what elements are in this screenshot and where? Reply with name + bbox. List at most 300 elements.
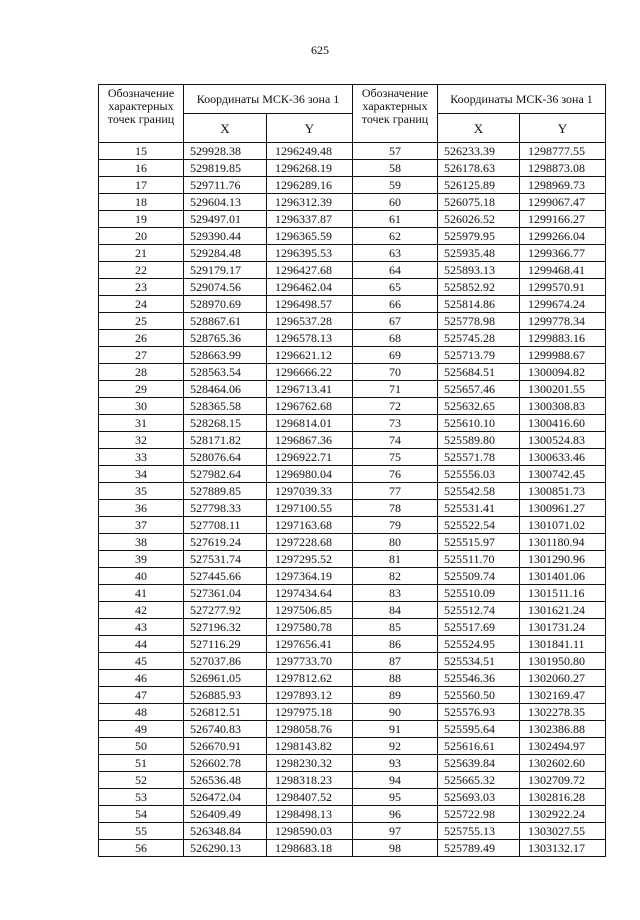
table-row bbox=[99, 517, 606, 534]
left-y-value: 1297506.85 bbox=[267, 602, 353, 619]
left-y-value: 1298143.82 bbox=[267, 738, 353, 755]
left-y-value: 1296337.87 bbox=[267, 211, 353, 228]
header-x-left: X bbox=[184, 114, 267, 143]
right-point-id: 92 bbox=[353, 738, 438, 755]
right-y-value: 1299883.16 bbox=[520, 330, 606, 347]
right-x-value: 525935.48 bbox=[438, 245, 520, 262]
right-y-value: 1302816.28 bbox=[520, 789, 606, 806]
table-row bbox=[99, 279, 606, 296]
left-point-id: 18 bbox=[99, 194, 184, 211]
left-y-value: 1297100.55 bbox=[267, 500, 353, 517]
table-row bbox=[99, 534, 606, 551]
left-x-value: 527619.24 bbox=[184, 534, 267, 551]
right-x-value: 526125.89 bbox=[438, 177, 520, 194]
left-y-value: 1296980.04 bbox=[267, 466, 353, 483]
right-point-id: 79 bbox=[353, 517, 438, 534]
right-x-value: 525560.50 bbox=[438, 687, 520, 704]
right-x-value: 525522.54 bbox=[438, 517, 520, 534]
table-row bbox=[99, 772, 606, 789]
right-x-value: 525657.46 bbox=[438, 381, 520, 398]
table-row bbox=[99, 755, 606, 772]
left-x-value: 526602.78 bbox=[184, 755, 267, 772]
right-y-value: 1299067.47 bbox=[520, 194, 606, 211]
left-point-id: 33 bbox=[99, 449, 184, 466]
right-y-value: 1298777.55 bbox=[520, 143, 606, 160]
right-point-id: 90 bbox=[353, 704, 438, 721]
right-x-value: 525546.36 bbox=[438, 670, 520, 687]
table-row bbox=[99, 823, 606, 840]
table-row bbox=[99, 636, 606, 653]
left-y-value: 1296621.12 bbox=[267, 347, 353, 364]
table-row bbox=[99, 313, 606, 330]
table-row bbox=[99, 687, 606, 704]
right-x-value: 525509.74 bbox=[438, 568, 520, 585]
right-x-value: 525531.41 bbox=[438, 500, 520, 517]
left-point-id: 50 bbox=[99, 738, 184, 755]
left-x-value: 527037.86 bbox=[184, 653, 267, 670]
right-point-id: 93 bbox=[353, 755, 438, 772]
table-row bbox=[99, 721, 606, 738]
left-y-value: 1297295.52 bbox=[267, 551, 353, 568]
right-y-value: 1303027.55 bbox=[520, 823, 606, 840]
left-y-value: 1296249.48 bbox=[267, 143, 353, 160]
right-y-value: 1300416.60 bbox=[520, 415, 606, 432]
right-point-id: 76 bbox=[353, 466, 438, 483]
left-point-id: 29 bbox=[99, 381, 184, 398]
left-x-value: 526670.91 bbox=[184, 738, 267, 755]
left-point-id: 27 bbox=[99, 347, 184, 364]
left-x-value: 528563.54 bbox=[184, 364, 267, 381]
right-point-id: 84 bbox=[353, 602, 438, 619]
right-y-value: 1301621.24 bbox=[520, 602, 606, 619]
right-point-id: 86 bbox=[353, 636, 438, 653]
right-y-value: 1298873.08 bbox=[520, 160, 606, 177]
table-row bbox=[99, 415, 606, 432]
coordinates-body bbox=[99, 143, 606, 857]
right-y-value: 1303132.17 bbox=[520, 840, 606, 857]
table-row bbox=[99, 704, 606, 721]
right-x-value: 526233.39 bbox=[438, 143, 520, 160]
left-y-value: 1296268.19 bbox=[267, 160, 353, 177]
left-point-id: 51 bbox=[99, 755, 184, 772]
right-point-id: 96 bbox=[353, 806, 438, 823]
left-x-value: 526885.93 bbox=[184, 687, 267, 704]
left-point-id: 22 bbox=[99, 262, 184, 279]
right-point-id: 91 bbox=[353, 721, 438, 738]
header-system-left: Координаты МСК-36 зона 1 bbox=[184, 85, 353, 114]
right-y-value: 1301180.94 bbox=[520, 534, 606, 551]
left-y-value: 1298058.76 bbox=[267, 721, 353, 738]
table-row bbox=[99, 619, 606, 636]
right-y-value: 1299674.24 bbox=[520, 296, 606, 313]
right-y-value: 1300094.82 bbox=[520, 364, 606, 381]
right-point-id: 69 bbox=[353, 347, 438, 364]
right-x-value: 525595.64 bbox=[438, 721, 520, 738]
left-x-value: 528365.58 bbox=[184, 398, 267, 415]
left-y-value: 1297812.62 bbox=[267, 670, 353, 687]
right-y-value: 1301290.96 bbox=[520, 551, 606, 568]
right-y-value: 1299468.41 bbox=[520, 262, 606, 279]
right-x-value: 526178.63 bbox=[438, 160, 520, 177]
right-point-id: 74 bbox=[353, 432, 438, 449]
left-point-id: 38 bbox=[99, 534, 184, 551]
right-point-id: 97 bbox=[353, 823, 438, 840]
right-point-id: 68 bbox=[353, 330, 438, 347]
left-x-value: 528076.64 bbox=[184, 449, 267, 466]
left-x-value: 528464.06 bbox=[184, 381, 267, 398]
table-row bbox=[99, 364, 606, 381]
table-row bbox=[99, 211, 606, 228]
right-x-value: 525755.13 bbox=[438, 823, 520, 840]
left-y-value: 1296462.04 bbox=[267, 279, 353, 296]
right-x-value: 526026.52 bbox=[438, 211, 520, 228]
left-point-id: 30 bbox=[99, 398, 184, 415]
right-point-id: 78 bbox=[353, 500, 438, 517]
table-row bbox=[99, 568, 606, 585]
right-y-value: 1302709.72 bbox=[520, 772, 606, 789]
left-x-value: 529179.17 bbox=[184, 262, 267, 279]
left-point-id: 53 bbox=[99, 789, 184, 806]
right-x-value: 525722.98 bbox=[438, 806, 520, 823]
left-point-id: 21 bbox=[99, 245, 184, 262]
right-y-value: 1300742.45 bbox=[520, 466, 606, 483]
left-x-value: 529819.85 bbox=[184, 160, 267, 177]
left-point-id: 46 bbox=[99, 670, 184, 687]
table-row bbox=[99, 738, 606, 755]
left-y-value: 1298498.13 bbox=[267, 806, 353, 823]
table-row bbox=[99, 670, 606, 687]
right-x-value: 525745.28 bbox=[438, 330, 520, 347]
header-y-left: Y bbox=[267, 114, 353, 143]
left-point-id: 19 bbox=[99, 211, 184, 228]
left-y-value: 1298318.23 bbox=[267, 772, 353, 789]
left-x-value: 529074.56 bbox=[184, 279, 267, 296]
left-point-id: 48 bbox=[99, 704, 184, 721]
left-y-value: 1296922.71 bbox=[267, 449, 353, 466]
left-point-id: 16 bbox=[99, 160, 184, 177]
right-x-value: 525616.61 bbox=[438, 738, 520, 755]
right-point-id: 62 bbox=[353, 228, 438, 245]
left-point-id: 24 bbox=[99, 296, 184, 313]
right-point-id: 89 bbox=[353, 687, 438, 704]
table-row bbox=[99, 602, 606, 619]
right-x-value: 525524.95 bbox=[438, 636, 520, 653]
left-point-id: 15 bbox=[99, 143, 184, 160]
right-y-value: 1299366.77 bbox=[520, 245, 606, 262]
right-x-value: 525893.13 bbox=[438, 262, 520, 279]
right-point-id: 73 bbox=[353, 415, 438, 432]
left-x-value: 529928.38 bbox=[184, 143, 267, 160]
left-y-value: 1297580.78 bbox=[267, 619, 353, 636]
table-row bbox=[99, 432, 606, 449]
left-x-value: 526409.49 bbox=[184, 806, 267, 823]
right-x-value: 525713.79 bbox=[438, 347, 520, 364]
right-y-value: 1301401.06 bbox=[520, 568, 606, 585]
left-x-value: 527982.64 bbox=[184, 466, 267, 483]
right-x-value: 525789.49 bbox=[438, 840, 520, 857]
left-x-value: 527361.04 bbox=[184, 585, 267, 602]
right-y-value: 1299988.67 bbox=[520, 347, 606, 364]
left-point-id: 34 bbox=[99, 466, 184, 483]
right-point-id: 65 bbox=[353, 279, 438, 296]
left-x-value: 527196.32 bbox=[184, 619, 267, 636]
left-point-id: 54 bbox=[99, 806, 184, 823]
right-y-value: 1300633.46 bbox=[520, 449, 606, 466]
table-row bbox=[99, 585, 606, 602]
left-point-id: 28 bbox=[99, 364, 184, 381]
right-point-id: 58 bbox=[353, 160, 438, 177]
right-y-value: 1299166.27 bbox=[520, 211, 606, 228]
left-x-value: 529284.48 bbox=[184, 245, 267, 262]
right-y-value: 1301511.16 bbox=[520, 585, 606, 602]
right-point-id: 82 bbox=[353, 568, 438, 585]
left-x-value: 527798.33 bbox=[184, 500, 267, 517]
right-x-value: 525639.84 bbox=[438, 755, 520, 772]
right-x-value: 525510.09 bbox=[438, 585, 520, 602]
left-y-value: 1296365.59 bbox=[267, 228, 353, 245]
left-x-value: 528765.36 bbox=[184, 330, 267, 347]
table-row bbox=[99, 500, 606, 517]
left-point-id: 49 bbox=[99, 721, 184, 738]
left-x-value: 528970.69 bbox=[184, 296, 267, 313]
right-point-id: 83 bbox=[353, 585, 438, 602]
right-y-value: 1300961.27 bbox=[520, 500, 606, 517]
left-point-id: 37 bbox=[99, 517, 184, 534]
right-y-value: 1299778.34 bbox=[520, 313, 606, 330]
left-x-value: 526536.48 bbox=[184, 772, 267, 789]
table-row bbox=[99, 160, 606, 177]
right-point-id: 94 bbox=[353, 772, 438, 789]
table-row bbox=[99, 245, 606, 262]
right-point-id: 59 bbox=[353, 177, 438, 194]
left-point-id: 17 bbox=[99, 177, 184, 194]
left-y-value: 1296289.16 bbox=[267, 177, 353, 194]
right-y-value: 1301841.11 bbox=[520, 636, 606, 653]
right-point-id: 81 bbox=[353, 551, 438, 568]
right-point-id: 77 bbox=[353, 483, 438, 500]
left-y-value: 1297364.19 bbox=[267, 568, 353, 585]
left-y-value: 1297975.18 bbox=[267, 704, 353, 721]
left-x-value: 529711.76 bbox=[184, 177, 267, 194]
left-y-value: 1296578.13 bbox=[267, 330, 353, 347]
table-row bbox=[99, 789, 606, 806]
table-row bbox=[99, 449, 606, 466]
right-x-value: 525576.93 bbox=[438, 704, 520, 721]
right-x-value: 525778.98 bbox=[438, 313, 520, 330]
left-y-value: 1297163.68 bbox=[267, 517, 353, 534]
right-point-id: 88 bbox=[353, 670, 438, 687]
table-row bbox=[99, 653, 606, 670]
left-y-value: 1296867.36 bbox=[267, 432, 353, 449]
left-point-id: 40 bbox=[99, 568, 184, 585]
table-row bbox=[99, 840, 606, 857]
right-point-id: 67 bbox=[353, 313, 438, 330]
left-point-id: 20 bbox=[99, 228, 184, 245]
left-x-value: 528268.15 bbox=[184, 415, 267, 432]
table-row bbox=[99, 551, 606, 568]
right-point-id: 95 bbox=[353, 789, 438, 806]
left-y-value: 1296498.57 bbox=[267, 296, 353, 313]
right-y-value: 1299266.04 bbox=[520, 228, 606, 245]
right-x-value: 525556.03 bbox=[438, 466, 520, 483]
table-row bbox=[99, 143, 606, 160]
left-x-value: 526472.04 bbox=[184, 789, 267, 806]
left-x-value: 527889.85 bbox=[184, 483, 267, 500]
header-point-left: Обозначение характерных точек границ bbox=[99, 85, 184, 143]
right-point-id: 85 bbox=[353, 619, 438, 636]
right-point-id: 71 bbox=[353, 381, 438, 398]
right-x-value: 525512.74 bbox=[438, 602, 520, 619]
left-y-value: 1298590.03 bbox=[267, 823, 353, 840]
right-y-value: 1302922.24 bbox=[520, 806, 606, 823]
left-y-value: 1297434.64 bbox=[267, 585, 353, 602]
left-point-id: 36 bbox=[99, 500, 184, 517]
left-point-id: 47 bbox=[99, 687, 184, 704]
left-x-value: 526348.84 bbox=[184, 823, 267, 840]
table-row bbox=[99, 194, 606, 211]
left-point-id: 41 bbox=[99, 585, 184, 602]
left-y-value: 1297228.68 bbox=[267, 534, 353, 551]
left-x-value: 529390.44 bbox=[184, 228, 267, 245]
right-x-value: 525852.92 bbox=[438, 279, 520, 296]
page-number: 625 bbox=[311, 43, 329, 57]
left-point-id: 39 bbox=[99, 551, 184, 568]
right-x-value: 525571.78 bbox=[438, 449, 520, 466]
left-x-value: 529497.01 bbox=[184, 211, 267, 228]
right-y-value: 1300201.55 bbox=[520, 381, 606, 398]
right-point-id: 70 bbox=[353, 364, 438, 381]
table-row bbox=[99, 177, 606, 194]
right-point-id: 75 bbox=[353, 449, 438, 466]
left-x-value: 526740.83 bbox=[184, 721, 267, 738]
right-point-id: 57 bbox=[353, 143, 438, 160]
left-y-value: 1296713.41 bbox=[267, 381, 353, 398]
left-y-value: 1297733.70 bbox=[267, 653, 353, 670]
left-y-value: 1296814.01 bbox=[267, 415, 353, 432]
right-y-value: 1299570.91 bbox=[520, 279, 606, 296]
left-point-id: 31 bbox=[99, 415, 184, 432]
left-point-id: 43 bbox=[99, 619, 184, 636]
left-x-value: 526290.13 bbox=[184, 840, 267, 857]
left-x-value: 527708.11 bbox=[184, 517, 267, 534]
right-point-id: 87 bbox=[353, 653, 438, 670]
right-point-id: 98 bbox=[353, 840, 438, 857]
table-row bbox=[99, 330, 606, 347]
table-row bbox=[99, 483, 606, 500]
left-y-value: 1297039.33 bbox=[267, 483, 353, 500]
right-x-value: 525542.58 bbox=[438, 483, 520, 500]
right-point-id: 63 bbox=[353, 245, 438, 262]
left-y-value: 1297893.12 bbox=[267, 687, 353, 704]
right-x-value: 525665.32 bbox=[438, 772, 520, 789]
table-row bbox=[99, 381, 606, 398]
right-y-value: 1300851.73 bbox=[520, 483, 606, 500]
right-point-id: 61 bbox=[353, 211, 438, 228]
left-point-id: 32 bbox=[99, 432, 184, 449]
left-y-value: 1297656.41 bbox=[267, 636, 353, 653]
left-point-id: 55 bbox=[99, 823, 184, 840]
left-x-value: 527445.66 bbox=[184, 568, 267, 585]
table-row bbox=[99, 466, 606, 483]
left-point-id: 42 bbox=[99, 602, 184, 619]
left-y-value: 1296666.22 bbox=[267, 364, 353, 381]
right-y-value: 1302494.97 bbox=[520, 738, 606, 755]
right-y-value: 1301071.02 bbox=[520, 517, 606, 534]
left-point-id: 23 bbox=[99, 279, 184, 296]
right-y-value: 1302278.35 bbox=[520, 704, 606, 721]
left-x-value: 528867.61 bbox=[184, 313, 267, 330]
left-point-id: 52 bbox=[99, 772, 184, 789]
table-row bbox=[99, 806, 606, 823]
left-y-value: 1298407.52 bbox=[267, 789, 353, 806]
left-x-value: 526812.51 bbox=[184, 704, 267, 721]
header-x-right: X bbox=[438, 114, 520, 143]
right-x-value: 525632.65 bbox=[438, 398, 520, 415]
left-x-value: 527277.92 bbox=[184, 602, 267, 619]
right-y-value: 1302386.88 bbox=[520, 721, 606, 738]
left-y-value: 1296537.28 bbox=[267, 313, 353, 330]
table-row bbox=[99, 262, 606, 279]
left-x-value: 527531.74 bbox=[184, 551, 267, 568]
left-x-value: 526961.05 bbox=[184, 670, 267, 687]
right-x-value: 525814.86 bbox=[438, 296, 520, 313]
right-y-value: 1302169.47 bbox=[520, 687, 606, 704]
table-row bbox=[99, 347, 606, 364]
right-x-value: 525684.51 bbox=[438, 364, 520, 381]
right-y-value: 1300524.83 bbox=[520, 432, 606, 449]
table-row bbox=[99, 228, 606, 245]
right-point-id: 80 bbox=[353, 534, 438, 551]
right-point-id: 64 bbox=[353, 262, 438, 279]
right-x-value: 525693.03 bbox=[438, 789, 520, 806]
left-point-id: 35 bbox=[99, 483, 184, 500]
right-point-id: 66 bbox=[353, 296, 438, 313]
right-y-value: 1302602.60 bbox=[520, 755, 606, 772]
right-x-value: 525610.10 bbox=[438, 415, 520, 432]
right-x-value: 525589.80 bbox=[438, 432, 520, 449]
right-y-value: 1301731.24 bbox=[520, 619, 606, 636]
left-y-value: 1296395.53 bbox=[267, 245, 353, 262]
left-x-value: 529604.13 bbox=[184, 194, 267, 211]
left-y-value: 1298230.32 bbox=[267, 755, 353, 772]
left-point-id: 45 bbox=[99, 653, 184, 670]
right-point-id: 60 bbox=[353, 194, 438, 211]
left-point-id: 26 bbox=[99, 330, 184, 347]
table-row bbox=[99, 398, 606, 415]
right-y-value: 1302060.27 bbox=[520, 670, 606, 687]
left-point-id: 25 bbox=[99, 313, 184, 330]
left-point-id: 44 bbox=[99, 636, 184, 653]
left-point-id: 56 bbox=[99, 840, 184, 857]
table-row bbox=[99, 296, 606, 313]
right-x-value: 525517.69 bbox=[438, 619, 520, 636]
right-y-value: 1300308.83 bbox=[520, 398, 606, 415]
right-x-value: 525511.70 bbox=[438, 551, 520, 568]
header-y-right: Y bbox=[520, 114, 606, 143]
right-y-value: 1301950.80 bbox=[520, 653, 606, 670]
left-y-value: 1296762.68 bbox=[267, 398, 353, 415]
left-x-value: 528663.99 bbox=[184, 347, 267, 364]
left-y-value: 1296312.39 bbox=[267, 194, 353, 211]
header-system-right: Координаты МСК-36 зона 1 bbox=[438, 85, 606, 114]
left-y-value: 1296427.68 bbox=[267, 262, 353, 279]
right-x-value: 525534.51 bbox=[438, 653, 520, 670]
right-y-value: 1298969.73 bbox=[520, 177, 606, 194]
right-point-id: 72 bbox=[353, 398, 438, 415]
header-point-right: Обозначение характерных точек границ bbox=[353, 85, 438, 143]
left-y-value: 1298683.18 bbox=[267, 840, 353, 857]
coordinates-table bbox=[98, 84, 606, 857]
